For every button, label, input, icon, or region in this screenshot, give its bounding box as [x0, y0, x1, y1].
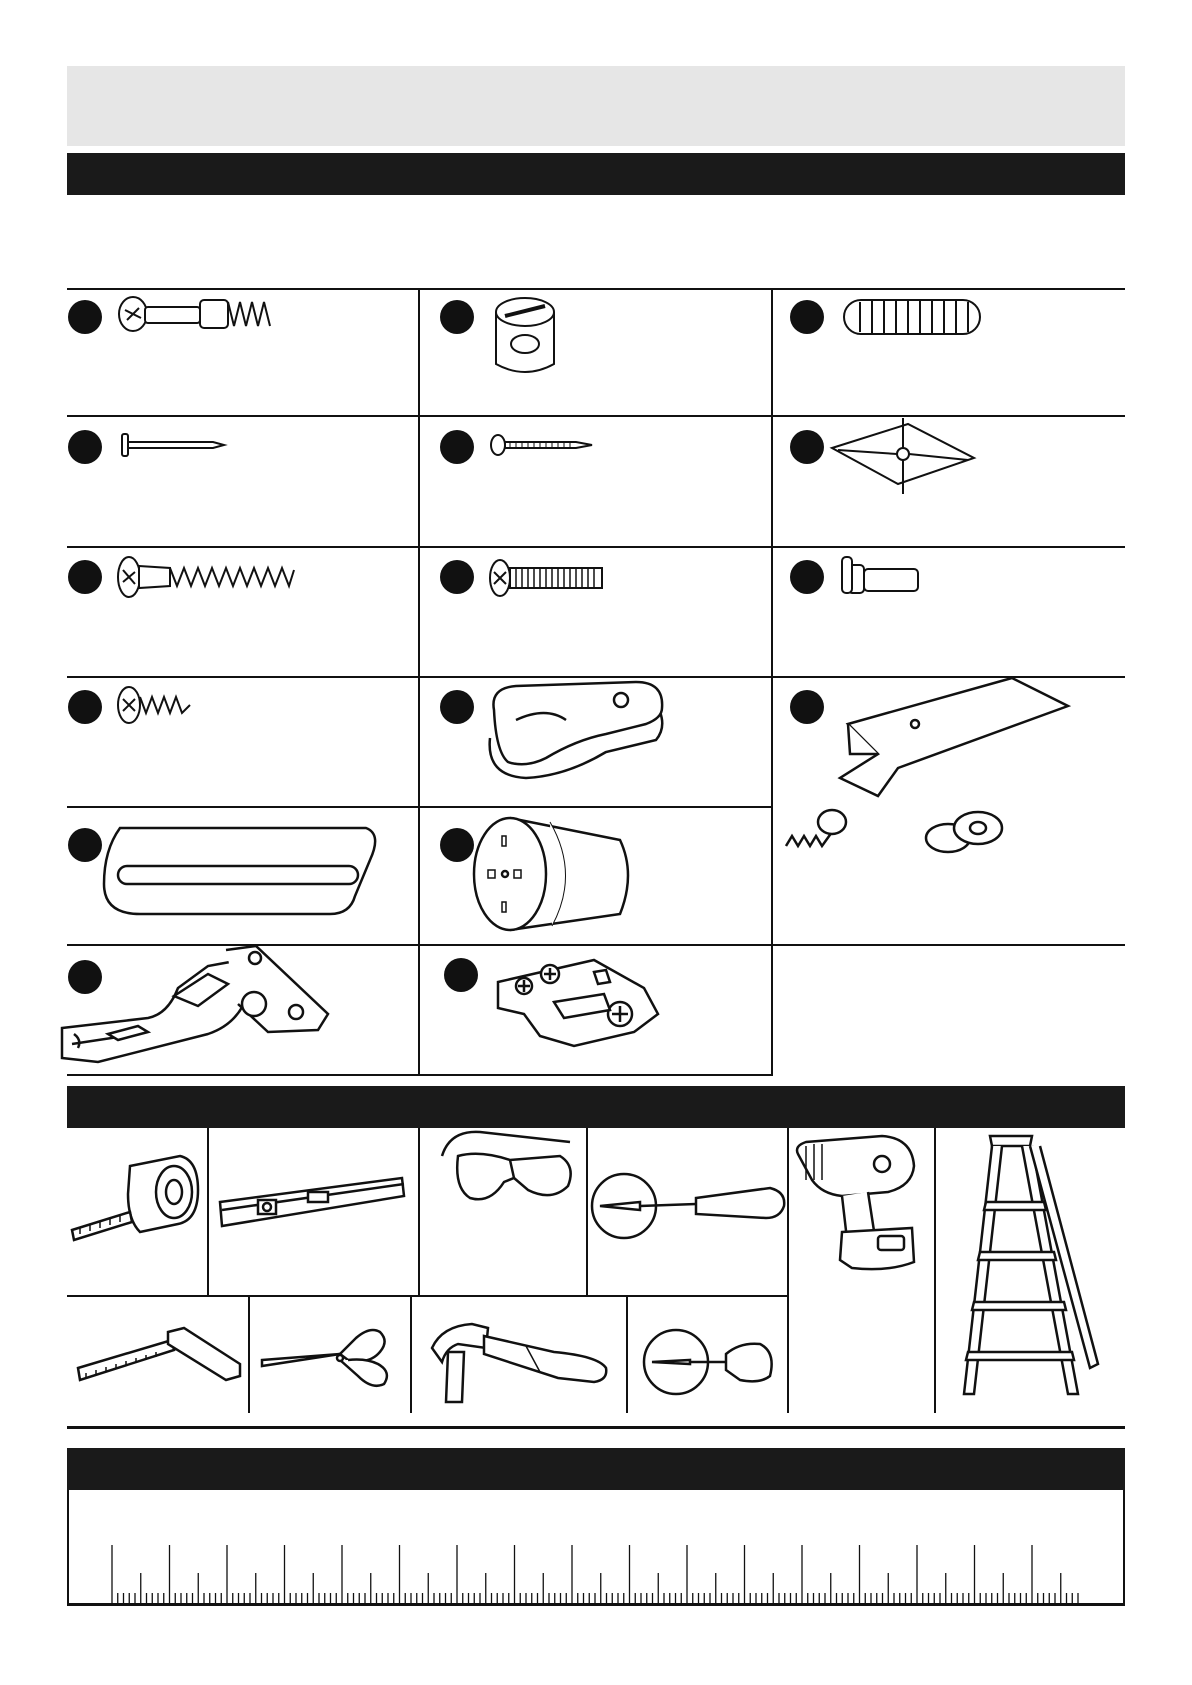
ruler-frame — [67, 1490, 69, 1605]
item-badge — [68, 430, 102, 464]
shelf-support-icon — [840, 555, 922, 599]
item-badge — [68, 690, 102, 724]
grid-rule — [626, 1296, 628, 1413]
item-badge — [440, 300, 474, 334]
nail-icon — [118, 430, 228, 460]
spirit-level-icon — [218, 1176, 408, 1230]
cam-lock-icon — [490, 292, 560, 382]
grid-rule — [67, 415, 1125, 417]
anti-tip-strap-icon — [778, 676, 1078, 876]
grid-rule — [67, 1074, 773, 1076]
measuring-ruler — [112, 1545, 1082, 1605]
item-badge — [790, 300, 824, 334]
grid-rule — [248, 1296, 250, 1413]
grid-rule — [418, 288, 420, 1076]
cam-bolt-icon — [115, 292, 290, 340]
item-badge — [440, 690, 474, 724]
grid-rule — [586, 1128, 588, 1296]
wooden-dowel-icon — [840, 296, 985, 338]
item-badge — [790, 430, 824, 464]
grid-rule — [67, 546, 1125, 548]
long-screw-icon — [488, 430, 598, 460]
grid-rule — [67, 288, 1125, 290]
item-badge — [440, 430, 474, 464]
item-badge — [790, 560, 824, 594]
wood-screw-icon — [115, 552, 300, 602]
ruler-frame — [1123, 1490, 1125, 1605]
step-ladder-icon — [960, 1132, 1100, 1402]
grid-rule — [67, 806, 773, 808]
grid-rule — [67, 1426, 1125, 1429]
small-screw-icon — [115, 683, 205, 727]
item-badge — [68, 560, 102, 594]
tape-measure-icon — [70, 1150, 200, 1250]
machine-bolt-icon — [488, 556, 608, 600]
knob-icon — [470, 814, 640, 934]
try-square-icon — [76, 1318, 244, 1390]
grid-rule — [771, 288, 773, 1076]
hinge-plate-icon — [494, 954, 660, 1050]
phillips-screwdriver-icon — [590, 1168, 786, 1244]
grid-rule — [418, 1128, 420, 1296]
fittings-section-bar — [67, 153, 1125, 195]
tools-section-bar — [67, 1086, 1125, 1128]
grid-rule — [934, 1128, 936, 1413]
item-badge — [444, 958, 478, 992]
item-badge — [68, 300, 102, 334]
ruler-section-bar — [67, 1448, 1125, 1490]
grid-rule — [410, 1296, 412, 1413]
hinge-icon — [58, 944, 340, 1069]
item-badge — [440, 828, 474, 862]
item-badge — [440, 560, 474, 594]
handle-icon — [100, 820, 382, 920]
safety-glasses-icon — [440, 1126, 580, 1206]
item-badge — [68, 828, 102, 862]
grid-rule — [67, 1295, 789, 1297]
scissors-icon — [260, 1324, 392, 1394]
cordless-drill-icon — [792, 1132, 922, 1272]
corner-plate-icon — [828, 418, 978, 498]
claw-hammer-icon — [428, 1318, 610, 1406]
bradawl-icon — [640, 1324, 776, 1400]
rail-bracket-icon — [486, 678, 666, 783]
grid-rule — [207, 1128, 209, 1296]
header-panel — [67, 66, 1125, 146]
grid-rule — [787, 1128, 789, 1413]
